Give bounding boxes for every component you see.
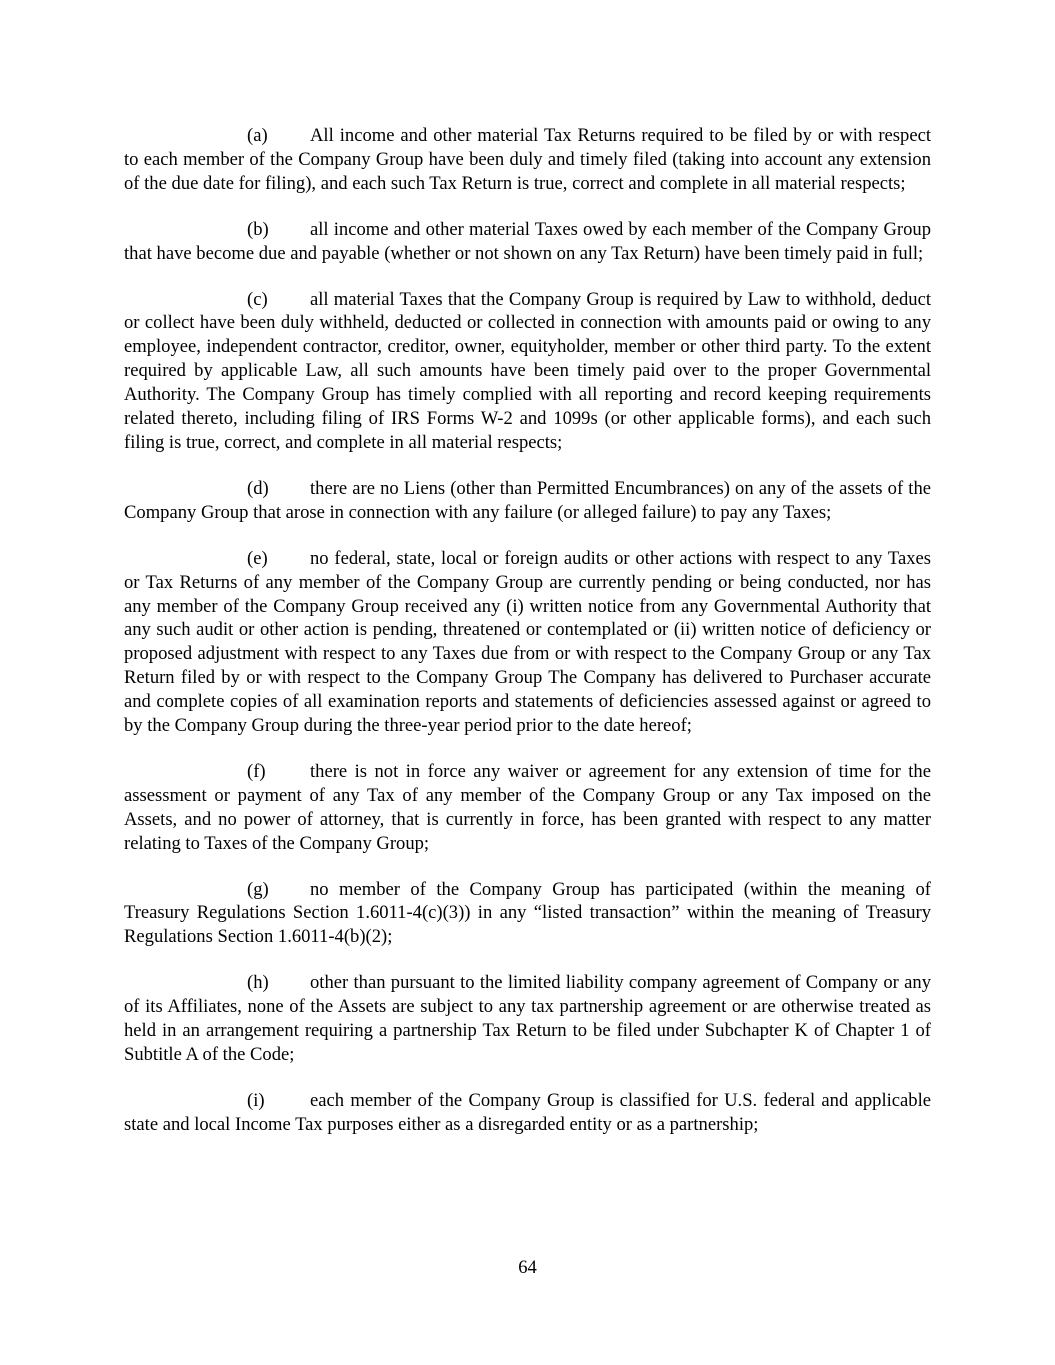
clause-f bbox=[124, 760, 931, 856]
clause-b bbox=[124, 218, 931, 266]
clause-g bbox=[124, 878, 931, 950]
clause-text: All income and other material Tax Returns required to be filed by or with respect to each member of the Company Group have been duly and timely filed (taking into account any extension of the due date for filing), and each such Tax Return is true, correct and complete in all material respects; bbox=[124, 125, 931, 194]
clause-text: all income and other material Taxes owed by each member of the Company Group that have become due and payable (whether or not shown on any Tax Return) have been timely paid in full; bbox=[124, 218, 931, 264]
clause-label: (a) bbox=[247, 125, 268, 146]
clause-i bbox=[124, 1089, 931, 1137]
clause-text: other than pursuant to the limited liability company agreement of Company or any of its Affiliates, none of the Assets are subject to any tax partnership agreement or are otherwise treated as held in an arrangement requiring a partnership Tax Return to be filed under Subchapter K of Chapter 1 of Subtitle A of the Code; bbox=[124, 972, 931, 1065]
clause-e bbox=[124, 547, 931, 738]
clause-label: (c) bbox=[247, 288, 268, 310]
clause-text: each member of the Company Group is classified for U.S. federal and applicable state and local Income Tax purposes either as a disregarded entity or as a partnership; bbox=[124, 1089, 931, 1135]
clause-label: (e) bbox=[247, 547, 268, 569]
clause-a bbox=[124, 124, 931, 196]
document-body bbox=[124, 124, 931, 1159]
clause-label: (i) bbox=[247, 1089, 265, 1111]
clause-d bbox=[124, 477, 931, 525]
clause-text: there is not in force any waiver or agreement for any extension of time for the assessment or payment of any Tax of any member of the Company Group or any Tax imposed on the Assets, and no power of attorney, that is currently in force, has been granted with respect to any matter relating to Taxes of the Company Group; bbox=[124, 760, 931, 854]
page-number: 64 bbox=[518, 1257, 537, 1278]
clause-text: all material Taxes that the Company Group is required by Law to withhold, deduct or collect have been duly withheld, deducted or collected in connection with amounts paid or owing to any employee, independent contractor, creditor, owner, equityholder, member or other third party. To the extent required by applicable Law, all such amounts have been timely paid over to the proper Governmental Authority. The Company Group has timely complied with all reporting and record keeping requirements related thereto, including filing of IRS Forms W-2 and 1099s (or other applicable forms), and each such filing is true, correct, and complete in all material respects; bbox=[124, 288, 931, 453]
clause-label: (d) bbox=[247, 477, 269, 499]
clause-text: no member of the Company Group has participated (within the meaning of Treasury Regulations Section 1.6011-4(c)(3)) in any “listed transaction” within the meaning of Treasury Regulations Section 1.6011-4(b)(2); bbox=[124, 878, 931, 948]
clause-h bbox=[124, 971, 931, 1067]
clause-c bbox=[124, 288, 931, 455]
clause-label: (h) bbox=[247, 972, 269, 994]
clause-label: (b) bbox=[247, 218, 269, 240]
clause-text: no federal, state, local or foreign audits or other actions with respect to any Taxes or Tax Returns of any member of the Company Group are currently pending or being conducted, nor has any member of the Company Group received any (i) written notice from any Governmental Authority that any such audit or other action is pending, threatened or contemplated or (ii) written notice of deficiency or proposed adjustment with respect to any Taxes due from or with respect to the Company Group or any Tax Return filed by or with respect to the Company Group The Company has delivered to Purchaser accurate and complete copies of all examination reports and statements of deficiencies assessed against or agreed to by the Company Group during the three-year period prior to the date hereof; bbox=[124, 547, 931, 737]
clause-text: there are no Liens (other than Permitted Encumbrances) on any of the assets of the Company Group that arose in connection with any failure (or alleged failure) to pay any Taxes; bbox=[124, 477, 931, 523]
clause-label: (g) bbox=[247, 878, 269, 900]
clause-label: (f) bbox=[247, 760, 266, 782]
